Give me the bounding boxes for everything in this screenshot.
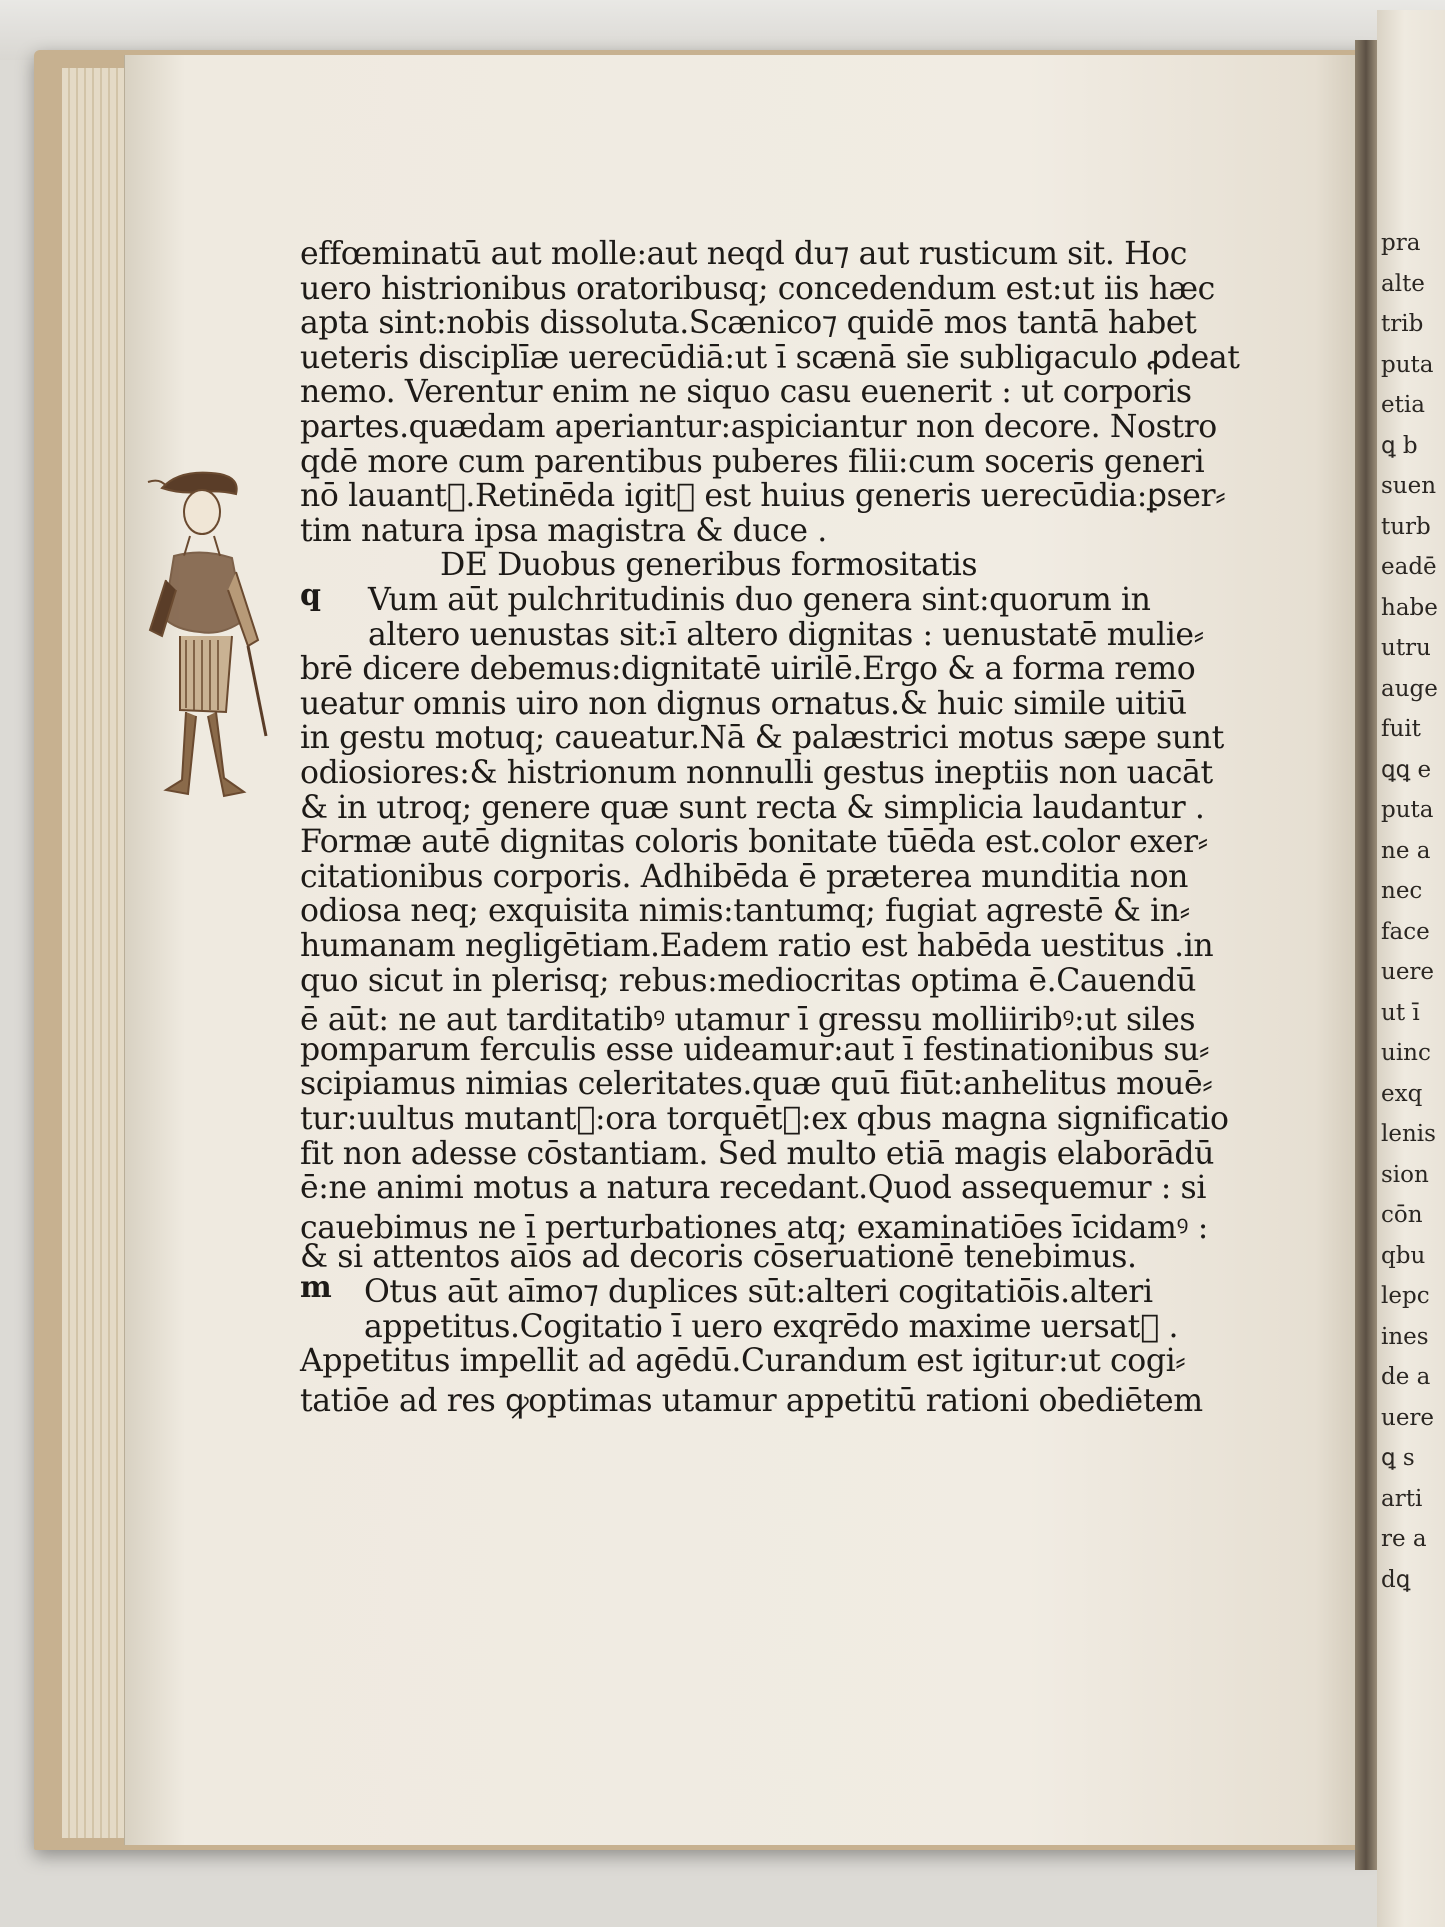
right-page-fragment: utru [1381,635,1431,661]
right-page-fragment: etia [1381,392,1425,418]
text-line: ē aūt: ne aut tarditatibꝰ utamur ī gressu molliiribꝰ:ut siles [300,1002,1196,1039]
right-page-fragment: ꝗꝗ e [1381,756,1432,783]
right-page-fragment: trib [1381,311,1424,337]
right-page-fragment: re a [1381,1526,1427,1552]
book-gutter [1355,40,1377,1870]
right-page [1377,10,1445,1927]
text-line: in gestu motuq; caueatur.Nā & palæstrici motus sæpe sunt [300,720,1224,757]
text-line: uero histrionibus oratoribusq; concedendum est:ut iis hæc [300,270,1215,307]
text-line: brē dicere debemus:dignitatē uirilē.Ergo & a forma remo [300,651,1196,688]
right-page-fragment: turb [1381,513,1431,540]
text-line: & si attentos aīos ad decoris cōseruationē tenebimus. [300,1239,1137,1276]
right-page-fragment: dꝗ [1381,1566,1411,1593]
right-page-fragment: de a [1381,1364,1431,1390]
text-line: nō lauant᷑.Retinēda igit᷑ est huius generis uerecūdia:ꝑser⸗ [300,478,1226,515]
right-page-fragment: qbu [1381,1242,1426,1269]
text-line: tatiōe ad res ꝙoptimas utamur appetitū rationi obediētem [300,1382,1203,1419]
text-line: altero uenustas sit:ī altero dignitas : uenustatē mulie⸗ [368,616,1204,653]
right-page-fragment: alte [1381,270,1425,297]
right-page-fragment: lepc [1381,1283,1430,1309]
text-line: effœminatū aut molle:aut neqd du⁊ aut rusticum sit. Hoc [300,236,1187,272]
initial-letter-q: q [300,578,321,613]
right-page-fragment: fuit [1381,716,1421,742]
right-page-fragment: exq [1381,1080,1423,1107]
text-line: odiosa neq; exquisita nimis:tantumq; fugiat agrestē & in⸗ [300,893,1190,930]
text-line: appetitus.Cogitatio ī uero exqrēdo maxime uersat᷑ . [364,1308,1179,1345]
right-page-fragment: arti [1381,1485,1423,1512]
right-page-fragment: cōn [1381,1202,1423,1228]
right-page-fragment: sion [1381,1161,1429,1188]
text-line: partes.quædam aperiantur:aspiciantur non decore. Nostro [300,409,1217,445]
text-line: cauebimus ne ī perturbationes atq; examinatiōes īcidamꝰ : [300,1209,1208,1246]
right-page-fragment: habe [1381,594,1438,621]
text-line: scipiamus nimias celeritates.quæ quū fiūt:anhelitus mouē⸗ [300,1066,1213,1103]
right-page-fragment: lenis [1381,1121,1436,1147]
text-line: nemo. Verentur enim ne siquo casu euenerit : ut corporis [300,374,1192,411]
right-page-fragment: puta [1381,351,1434,378]
right-page-fragment: uinc [1381,1040,1431,1066]
text-line: odiosiores:& histrionum nonnulli gestus ineptiis non uacāt [300,755,1213,791]
text-line: fit non adesse cōstantiam. Sed multo etiā magis elaborādū [300,1135,1215,1172]
right-page-fragment: pra [1381,230,1421,256]
right-page-fragment: ut ī [1381,999,1420,1026]
right-page-fragment: ꝗ b [1381,432,1418,459]
section-heading: DE Duobus generibus formositatis [440,547,978,584]
text-line: Vum aūt pulchritudinis duo genera sint:quorum in [368,582,1151,618]
right-page-fragment: suen [1381,473,1437,499]
right-page-fragment: ne a [1381,837,1431,864]
text-line: & in utroq; genere quæ sunt recta & simplicia laudantur . [300,789,1205,826]
text-line: ueteris disciplīæ uerecūdiā:ut ī scænā sīe subligaculo ꝓdeat [300,339,1240,376]
right-page-fragment: uere [1381,959,1435,985]
text-line: ē:ne animi motus a natura recedant.Quod assequemur : si [300,1170,1206,1207]
right-page-fragment: eadē [1381,554,1437,580]
right-page-fragment: uere [1381,1404,1435,1431]
text-line: Appetitus impellit ad agēdū.Curandum est igitur:ut cogi⸗ [300,1343,1186,1380]
text-line: tim natura ipsa magistra & duce . [300,512,827,549]
text-line: quo sicut in plerisq; rebus:mediocritas optima ē.Cauendū [300,962,1196,999]
marginal-drawing-figure [140,460,290,825]
right-page-fragment: auge [1381,675,1438,702]
right-page-fragment: nec [1381,878,1423,904]
right-page-fragment: ines [1381,1323,1429,1350]
text-line: ueatur omnis uiro non dignus ornatus.& huic simile uitiū [300,685,1187,722]
text-line: pomparum ferculis esse uideamur:aut ī festinationibus su⸗ [300,1031,1210,1068]
initial-letter-m: m [300,1270,332,1305]
text-line: apta sint:nobis dissoluta.Scænico⁊ quidē mos tantā habet [300,305,1197,342]
text-line: qdē more cum parentibus puberes filii:cum soceris generi [300,443,1205,480]
text-line: humanam negligētiam.Eadem ratio est habēda uestitus .in [300,928,1214,964]
right-page-fragment: face [1381,918,1430,945]
text-line: Otus aūt aīmo⁊ duplices sūt:alteri cogitatiōis.alteri [364,1274,1153,1310]
right-page-fragment: ꝗ s [1381,1445,1415,1471]
right-page-fragment: puta [1381,797,1434,823]
text-line: Formæ autē dignitas coloris bonitate tūēda est.color exer⸗ [300,824,1208,861]
text-line: tur:uultus mutant᷑:ora torquēt᷑:ex qbus magna significatio [300,1101,1229,1137]
text-line: citationibus corporis. Adhibēda ē præterea munditia non [300,858,1189,895]
